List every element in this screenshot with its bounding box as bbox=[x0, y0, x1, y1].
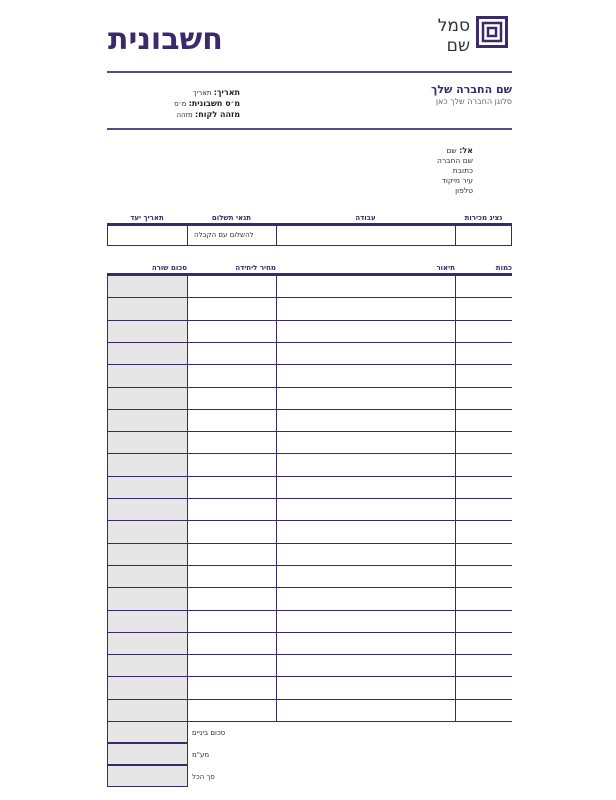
meta-invoice-number bbox=[150, 99, 240, 108]
terms-divider-3 bbox=[455, 225, 456, 246]
recipient-name: שם bbox=[446, 146, 457, 155]
subtotal-label: סכום ביניים bbox=[192, 729, 226, 737]
total-label: סך הכל bbox=[192, 773, 215, 781]
tax-label: מע"מ bbox=[192, 751, 210, 759]
logo-line-1: סמל bbox=[437, 16, 470, 36]
table-row[interactable] bbox=[107, 453, 512, 475]
header-rule-bottom bbox=[107, 128, 512, 130]
items-border-left bbox=[107, 275, 108, 721]
meta-invoice-number-label: מ׳ס חשבונית: bbox=[188, 99, 240, 108]
company-slogan: סלוגן החברה שלך כאן bbox=[435, 97, 512, 106]
table-row[interactable] bbox=[107, 476, 512, 498]
table-row[interactable] bbox=[107, 431, 512, 453]
recipient-block bbox=[437, 146, 473, 196]
terms-header-sales-rep: נציג מכירות bbox=[464, 214, 503, 222]
meta-date bbox=[150, 88, 240, 97]
table-row[interactable] bbox=[107, 654, 512, 676]
table-row[interactable] bbox=[107, 676, 512, 698]
meta-date-value: תאריך bbox=[192, 89, 212, 97]
items-header-line-total: סכום שורה bbox=[151, 264, 187, 272]
recipient-label: אל: bbox=[459, 146, 473, 155]
table-row[interactable] bbox=[107, 409, 512, 431]
table-row[interactable] bbox=[107, 543, 512, 565]
items-divider-1 bbox=[187, 275, 188, 721]
items-table bbox=[107, 275, 512, 721]
items-divider-2 bbox=[276, 275, 277, 721]
table-row[interactable] bbox=[107, 320, 512, 342]
items-header-description: תיאור bbox=[436, 264, 455, 272]
meta-customer-id-label: מזהה לקוח: bbox=[195, 110, 240, 119]
terms-header-due-date: תאריך יעד bbox=[130, 214, 164, 222]
items-divider-3 bbox=[455, 275, 456, 721]
terms-header-job: עבודה bbox=[355, 214, 376, 222]
recipient-city-zip: עיר מיקוד bbox=[441, 176, 473, 185]
table-row[interactable] bbox=[107, 565, 512, 587]
terms-divider-2 bbox=[276, 225, 277, 246]
table-row[interactable] bbox=[107, 364, 512, 386]
company-name: שם החברה שלך bbox=[430, 83, 512, 96]
meta-customer-id bbox=[150, 110, 240, 119]
header-rule-top bbox=[107, 71, 512, 73]
table-row[interactable] bbox=[107, 342, 512, 364]
meta-date-label: תאריך: bbox=[213, 88, 240, 97]
payment-terms-value[interactable]: להשלום עם הקבלה bbox=[194, 231, 254, 239]
table-row[interactable] bbox=[107, 699, 512, 721]
terms-header-payment-terms: תנאי תשלום bbox=[211, 214, 252, 222]
meta-invoice-number-value: מ׳ס bbox=[174, 100, 187, 108]
total-cell[interactable] bbox=[107, 765, 188, 787]
table-row[interactable] bbox=[107, 632, 512, 654]
meta-customer-id-value: מזהה bbox=[176, 111, 193, 119]
recipient-phone: טלפון bbox=[455, 186, 473, 195]
table-row[interactable] bbox=[107, 520, 512, 542]
terms-divider-1 bbox=[187, 225, 188, 246]
recipient-company: שם החברה bbox=[437, 156, 473, 165]
items-header-unit-price: מחיר ליחידה bbox=[235, 264, 276, 272]
recipient-address: כתובת bbox=[452, 166, 473, 175]
table-row[interactable] bbox=[107, 387, 512, 409]
table-row[interactable] bbox=[107, 610, 512, 632]
logo-text bbox=[420, 16, 470, 56]
table-row[interactable] bbox=[107, 275, 512, 297]
table-row[interactable] bbox=[107, 498, 512, 520]
subtotal-cell[interactable] bbox=[107, 721, 188, 743]
tax-cell[interactable] bbox=[107, 743, 188, 765]
table-row[interactable] bbox=[107, 587, 512, 609]
table-row[interactable] bbox=[107, 297, 512, 319]
terms-row bbox=[107, 225, 512, 246]
items-header-quantity: כמות bbox=[495, 264, 512, 272]
logo-line-2: שם bbox=[446, 36, 470, 56]
logo-maze-icon bbox=[476, 16, 508, 48]
invoice-title: חשבונית bbox=[108, 22, 223, 57]
